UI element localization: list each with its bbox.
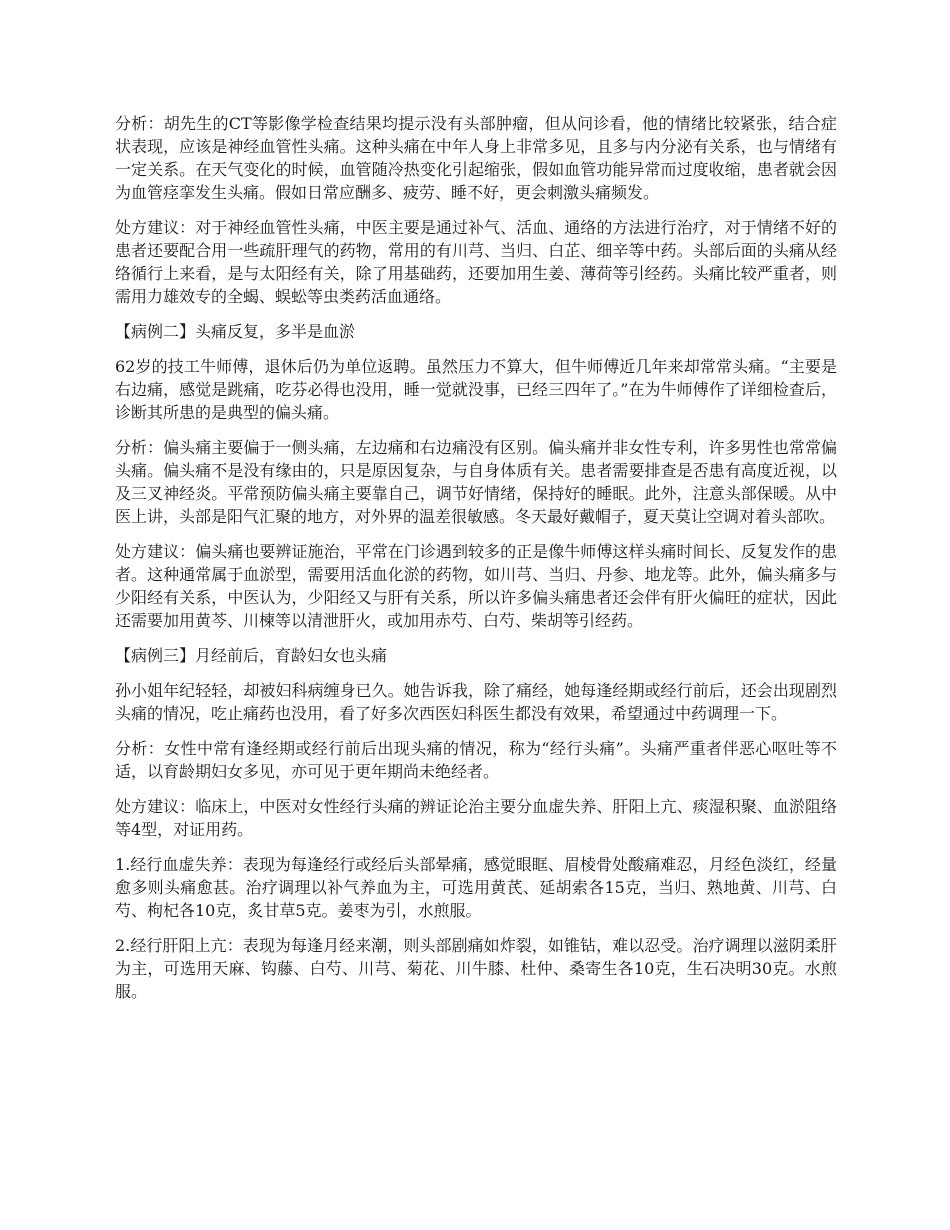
paragraph-analysis-2: 分析：偏头痛主要偏于一侧头痛，左边痛和右边痛没有区别。偏头痛并非女性专利，许多男性也常常偏头痛。偏头痛不是没有缘由的，只是原因复杂，与自身体质有关。患者需要排查是否患有高度近视，以及三叉神经炎。平常预防偏头痛主要靠自己，调节好情绪，保持好的睡眠。此外，注意头部保暖。从中医上讲，头部是阳气汇聚的地方，对外界的温差很敏感。冬天最好戴帽子，夏天莫让空调对着头部吹。: [115, 438, 837, 526]
paragraph-case-two-story: 62岁的技工牛师傅，退休后仍为单位返聘。虽然压力不算大，但牛师傅近几年来却常常头痛。“主要是右边痛，感觉是跳痛，吃芬必得也没用，睡一觉就没事，已经三四年了。”在为牛师傅作了详细检查后，诊断其所患的是典型的偏头痛。: [115, 357, 837, 422]
document-body: [115, 112, 837, 1015]
paragraph-prescription-3: 处方建议：临床上，中医对女性经行头痛的辨证论治主要分血虚失养、肝阳上亢、痰湿积聚、血淤阻络等4型，对证用药。: [115, 797, 837, 839]
case-three-heading: 【病例三】月经前后，育龄妇女也头痛: [115, 646, 388, 665]
paragraph-analysis-1: 分析：胡先生的CT等影像学检查结果均提示没有头部肿瘤，但从问诊看，他的情绪比较紧张，结合症状表现，应该是神经血管性头痛。这种头痛在中年人身上非常多见，且多与内分泌有关系，也与情绪有一定关系。在天气变化的时候，血管随冷热变化引起缩张，假如血管功能异常而过度收缩，患者就会因为血管痉挛发生头痛。假如日常应酬多、疲劳、睡不好，更会刺激头痛频发。: [115, 114, 837, 202]
case-two-heading: 【病例二】头痛反复，多半是血淤: [115, 322, 356, 341]
paragraph-analysis-3: 分析：女性中常有逢经期或经行前后出现头痛的情况，称为“经行头痛”。头痛严重者伴恶心呕吐等不适，以育龄期妇女多见，亦可见于更年期尚未绝经者。: [115, 739, 837, 781]
paragraph-type-2: 2.经行肝阳上亢：表现为每逢月经来潮，则头部剧痛如炸裂，如锥钻，难以忍受。治疗调理以滋阴柔肝为主，可选用天麻、钩藤、白芍、川芎、菊花、川牛膝、杜仲、桑寄生各10克，生石决明30克。水煎服。: [115, 936, 837, 1001]
paragraph-case-three-story: 孙小姐年纪轻轻，却被妇科病缠身已久。她告诉我，除了痛经，她每逢经期或经行前后，还会出现剧烈头痛的情况，吃止痛药也没用，看了好多次西医妇科医生都没有效果，希望通过中药调理一下。: [115, 681, 837, 723]
paragraph-type-1: 1.经行血虚失养：表现为每逢经行或经后头部晕痛，感觉眼眶、眉棱骨处酸痛难忍，月经色淡红，经量愈多则头痛愈甚。治疗调理以补气养血为主，可选用黄芪、延胡索各15克，当归、熟地黄、川芎、白芍、枸杞各10克，炙甘草5克。姜枣为引，水煎服。: [115, 855, 837, 920]
paragraph-prescription-2: 处方建议：偏头痛也要辨证施治，平常在门诊遇到较多的正是像牛师傅这样头痛时间长、反复发作的患者。这种通常属于血淤型，需要用活血化淤的药物，如川芎、当归、丹参、地龙等。此外，偏头痛多与少阳经有关系，中医认为，少阳经又与肝有关系，所以许多偏头痛患者还会伴有肝火偏旺的症状，因此还需要加用黄芩、川楝等以清泄肝火，或加用赤芍、白芍、柴胡等引经药。: [115, 542, 837, 630]
paragraph-prescription-1: 处方建议：对于神经血管性头痛，中医主要是通过补气、活血、通络的方法进行治疗，对于情绪不好的患者还要配合用一些疏肝理气的药物，常用的有川芎、当归、白芷、细辛等中药。头部后面的头痛从经络循行上来看，是与太阳经有关，除了用基础药，还要加用生姜、薄荷等引经药。头痛比较严重者，则需用力雄效专的全蝎、蜈蚣等虫类药活血通络。: [115, 218, 837, 306]
